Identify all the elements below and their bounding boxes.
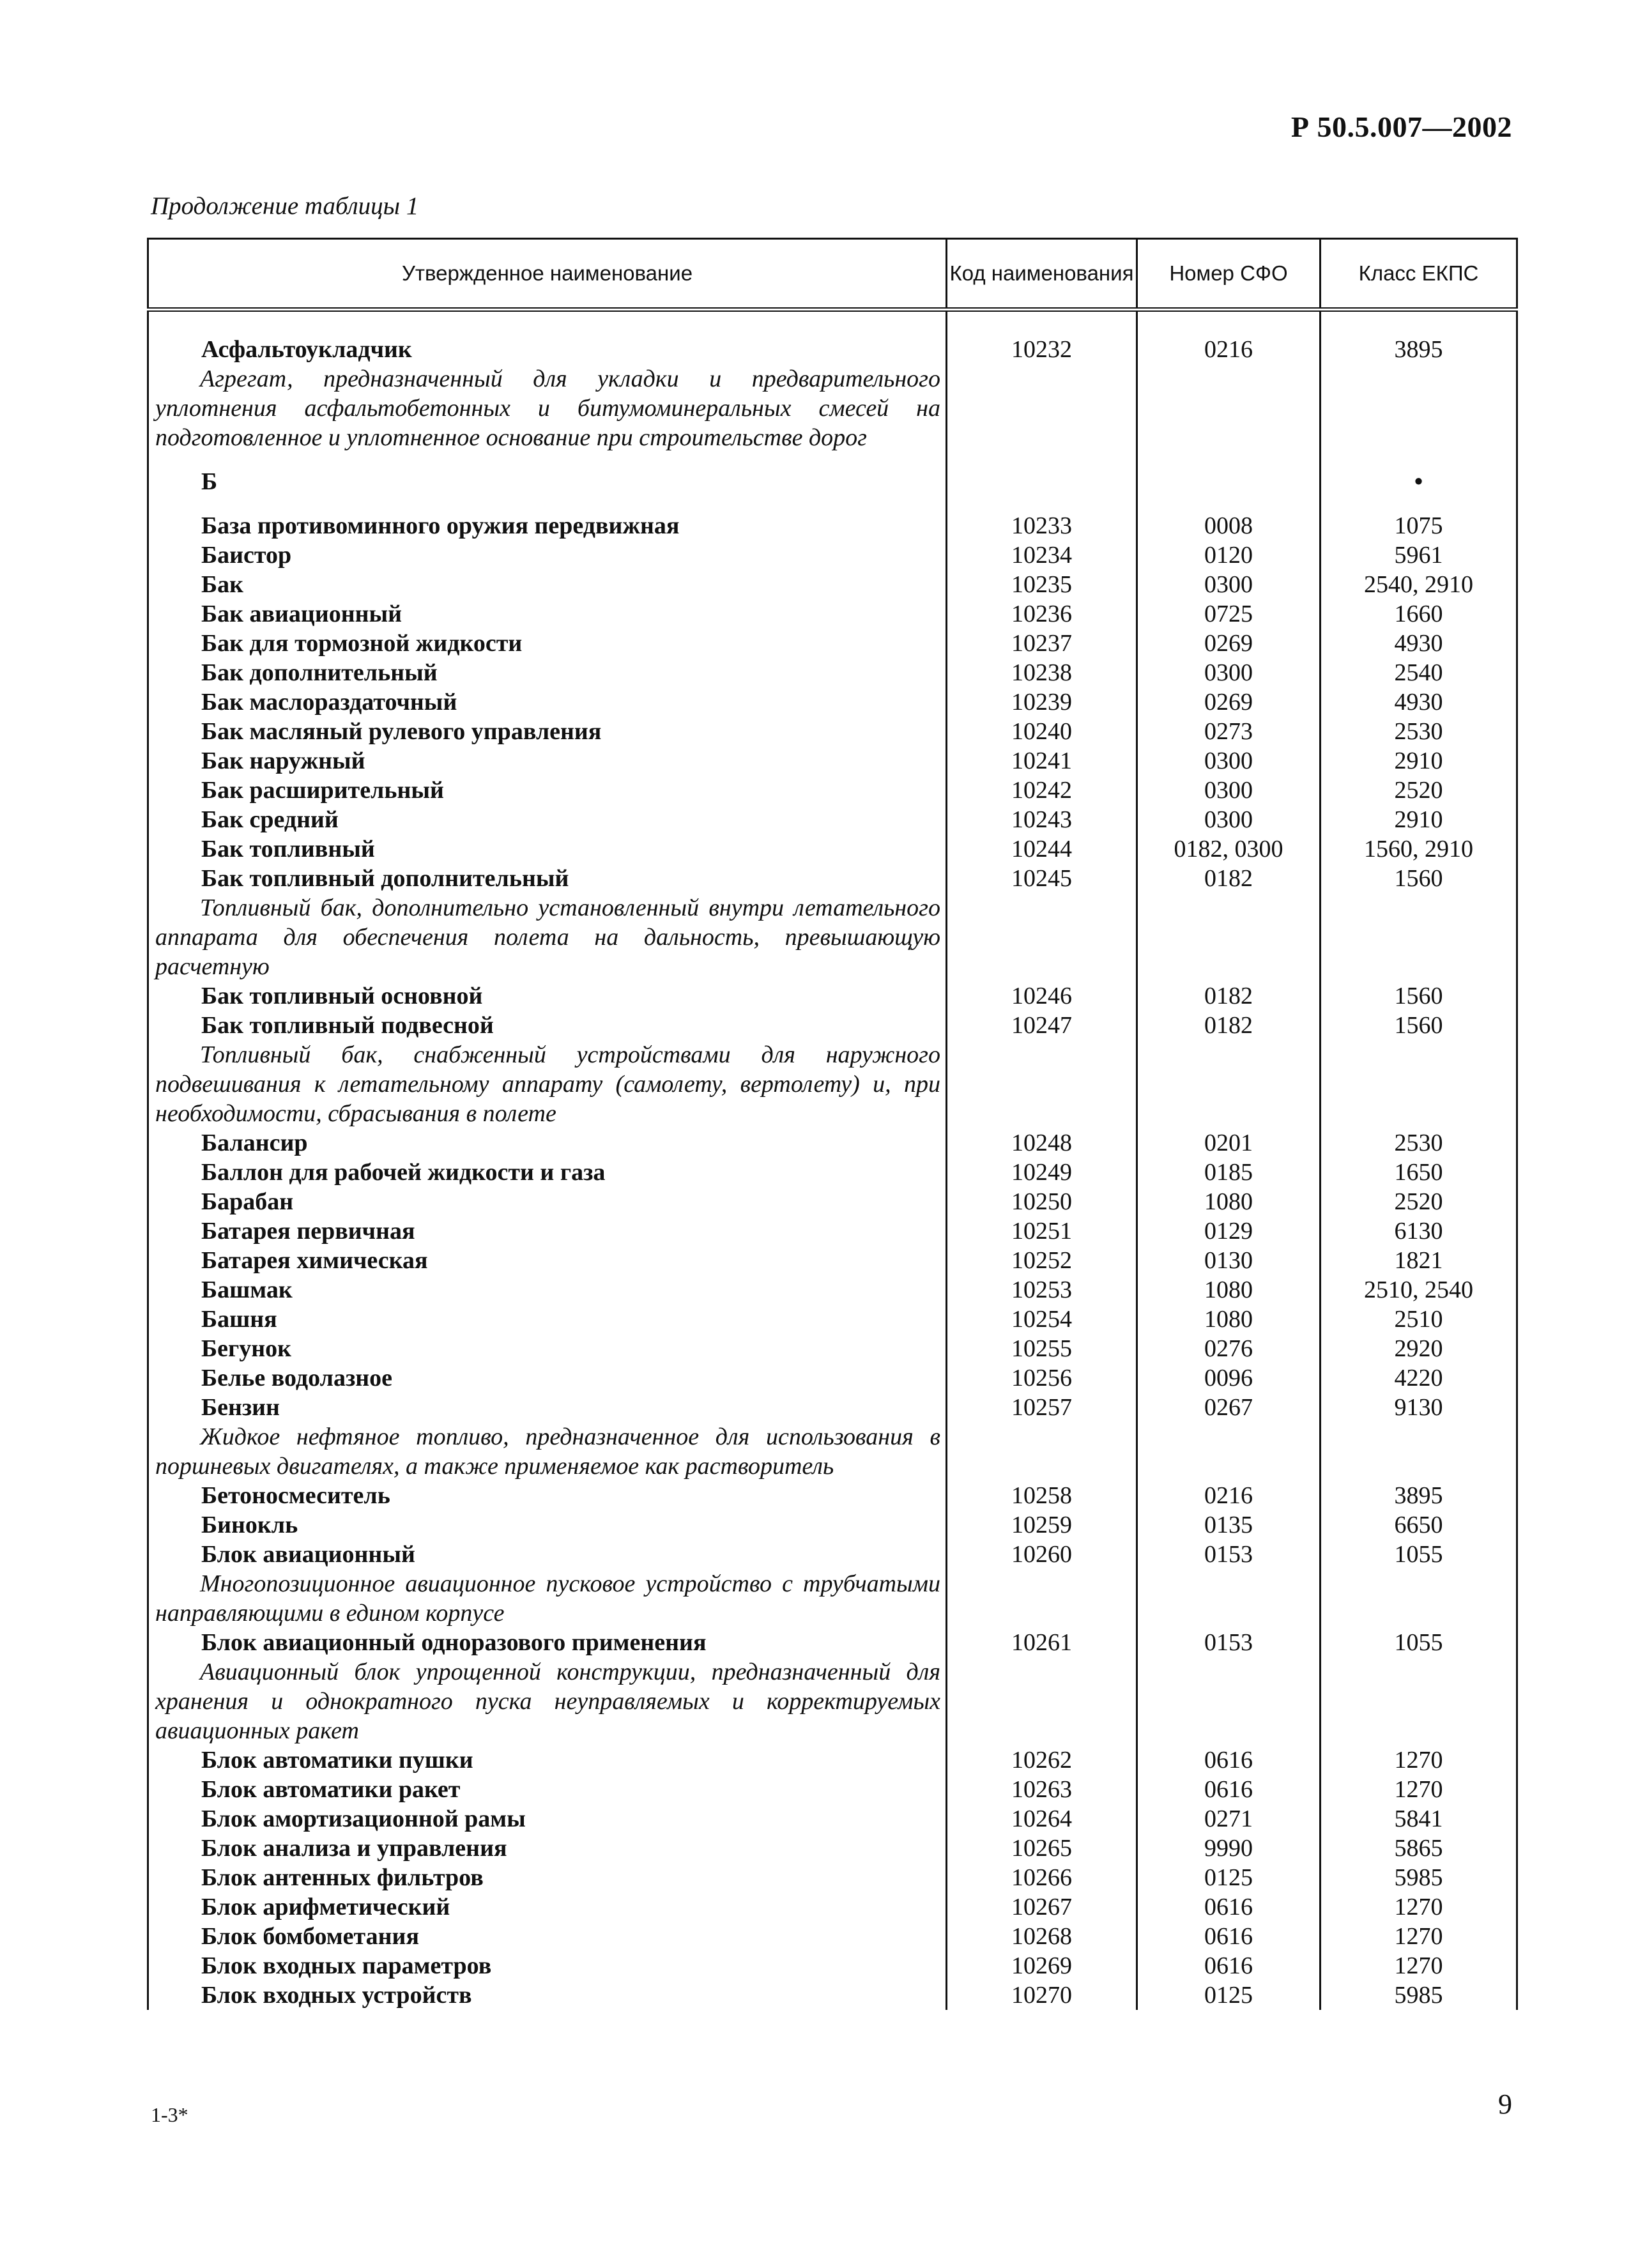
- term-ekps: 2510, 2540: [1321, 1275, 1517, 1305]
- table-row: [148, 1216, 1517, 1246]
- table-row: [148, 717, 1517, 746]
- empty-cell: [947, 1422, 1137, 1481]
- term-ekps: 2530: [1321, 717, 1517, 746]
- term-code: 10261: [947, 1628, 1137, 1657]
- term-ekps: 2530: [1321, 1128, 1517, 1158]
- term-code: 10238: [947, 658, 1137, 687]
- term-ekps: 5841: [1321, 1804, 1517, 1834]
- term-code: 10234: [947, 540, 1137, 570]
- table-row: [148, 834, 1517, 864]
- term-ekps: 3895: [1321, 335, 1517, 364]
- term-name: Блок арифметический: [148, 1892, 947, 1922]
- term-code: 10260: [947, 1540, 1137, 1569]
- term-sfo: 0130: [1137, 1246, 1321, 1275]
- term-sfo: 0185: [1137, 1158, 1321, 1187]
- table-row: [148, 1481, 1517, 1510]
- term-code: 10236: [947, 599, 1137, 629]
- header-name: Утвержденное наименование: [148, 239, 947, 310]
- term-sfo: 0135: [1137, 1510, 1321, 1540]
- term-sfo: 0276: [1137, 1334, 1321, 1363]
- term-ekps: 1270: [1321, 1775, 1517, 1804]
- term-name: Бак маслораздаточный: [148, 687, 947, 717]
- empty-cell: [947, 1657, 1137, 1745]
- term-name: Белье водолазное: [148, 1363, 947, 1393]
- term-code: 10243: [947, 805, 1137, 834]
- definition-cell: [148, 364, 947, 452]
- term-name: Бегунок: [148, 1334, 947, 1363]
- term-sfo: 0182, 0300: [1137, 834, 1321, 864]
- term-name: Блок входных устройств: [148, 1981, 947, 2010]
- term-ekps: 2540, 2910: [1321, 570, 1517, 599]
- term-ekps: 4930: [1321, 629, 1517, 658]
- table-row: [148, 1275, 1517, 1305]
- term-sfo: 0125: [1137, 1981, 1321, 2010]
- letter-section-row: [148, 452, 1517, 511]
- term-ekps: 5961: [1321, 540, 1517, 570]
- term-ekps: 4220: [1321, 1363, 1517, 1393]
- term-sfo: 0096: [1137, 1363, 1321, 1393]
- table-row: [148, 805, 1517, 834]
- table-row: [148, 746, 1517, 776]
- term-sfo: 0273: [1137, 717, 1321, 746]
- term-sfo: 1080: [1137, 1305, 1321, 1334]
- table-row: [148, 1011, 1517, 1040]
- term-code: 10270: [947, 1981, 1137, 2010]
- table-row: [148, 570, 1517, 599]
- term-name: Башня: [148, 1305, 947, 1334]
- term-code: 10269: [947, 1951, 1137, 1981]
- term-ekps: 5985: [1321, 1981, 1517, 2010]
- term-name: Бинокль: [148, 1510, 947, 1540]
- term-sfo: 0120: [1137, 540, 1321, 570]
- table-row: [148, 1863, 1517, 1892]
- term-code: 10239: [947, 687, 1137, 717]
- table-row: [148, 1363, 1517, 1393]
- term-sfo: 0129: [1137, 1216, 1321, 1246]
- table-row: [148, 1393, 1517, 1422]
- term-name: Бак топливный: [148, 834, 947, 864]
- table-row: [148, 776, 1517, 805]
- term-ekps: 1055: [1321, 1540, 1517, 1569]
- term-sfo: 0216: [1137, 335, 1321, 364]
- term-ekps: 1270: [1321, 1951, 1517, 1981]
- term-ekps: 2520: [1321, 1187, 1517, 1216]
- term-name: Баллон для рабочей жидкости и газа: [148, 1158, 947, 1187]
- term-name: Бак для тормозной жидкости: [148, 629, 947, 658]
- table-row: [148, 629, 1517, 658]
- empty-cell: [1137, 452, 1321, 511]
- definition-row: [148, 1040, 1517, 1128]
- term-code: 10262: [947, 1745, 1137, 1775]
- definition-text: Топливный бак, дополнительно установленный внутри летательного аппарата для обеспечения полета на дальность, превышающую расчетную: [155, 894, 940, 980]
- term-ekps: 2510: [1321, 1305, 1517, 1334]
- term-name: Блок бомбометания: [148, 1922, 947, 1951]
- term-sfo: 0153: [1137, 1540, 1321, 1569]
- term-sfo: 0300: [1137, 746, 1321, 776]
- empty-cell: [1137, 1569, 1321, 1628]
- term-ekps: 9130: [1321, 1393, 1517, 1422]
- definition-text: Агрегат, предназначенный для укладки и предварительного уплотнения асфальтобетонных и битумоминеральных смесей на подготовленное и уплотненное основание при строительстве дорог: [155, 365, 940, 451]
- term-name: Башмак: [148, 1275, 947, 1305]
- term-ekps: 2920: [1321, 1334, 1517, 1363]
- table-row: [148, 1951, 1517, 1981]
- term-sfo: 0182: [1137, 864, 1321, 893]
- term-sfo: 0269: [1137, 687, 1321, 717]
- table-row: [148, 1892, 1517, 1922]
- definition-row: [148, 364, 1517, 452]
- page-number: 9: [1498, 2088, 1512, 2120]
- term-code: 10254: [947, 1305, 1137, 1334]
- term-code: 10247: [947, 1011, 1137, 1040]
- definition-text: Жидкое нефтяное топливо, предназначенное для использования в поршневых двигателях, а также применяемое как растворитель: [155, 1423, 940, 1480]
- empty-cell: [1137, 1422, 1321, 1481]
- header-sfo: Номер СФО: [1137, 239, 1321, 310]
- empty-cell: [947, 1569, 1137, 1628]
- term-ekps: 1560: [1321, 981, 1517, 1011]
- term-ekps: 2910: [1321, 805, 1517, 834]
- table-row: [148, 1510, 1517, 1540]
- term-code: 10255: [947, 1334, 1137, 1363]
- term-code: 10245: [947, 864, 1137, 893]
- table-row: [148, 687, 1517, 717]
- term-ekps: 6650: [1321, 1510, 1517, 1540]
- term-name: Батарея первичная: [148, 1216, 947, 1246]
- header-ekps: Класс ЕКПС: [1321, 239, 1517, 310]
- term-code: 10266: [947, 1863, 1137, 1892]
- table-row: [148, 1804, 1517, 1834]
- table-header-row: [148, 239, 1517, 310]
- term-ekps: 1560, 2910: [1321, 834, 1517, 864]
- term-ekps: 3895: [1321, 1481, 1517, 1510]
- definition-text: Многопозиционное авиационное пусковое устройство с трубчатыми направляющими в едином корпусе: [155, 1570, 940, 1627]
- term-code: 10250: [947, 1187, 1137, 1216]
- term-code: 10242: [947, 776, 1137, 805]
- term-code: 10240: [947, 717, 1137, 746]
- term-name: Блок входных параметров: [148, 1951, 947, 1981]
- table-row: [148, 335, 1517, 364]
- definition-text: Авиационный блок упрощенной конструкции, предназначенный для хранения и однократного пуска неуправляемых и корректируемых авиационных ракет: [155, 1659, 940, 1744]
- term-name: Бак наружный: [148, 746, 947, 776]
- term-code: 10256: [947, 1363, 1137, 1393]
- term-sfo: 0216: [1137, 1481, 1321, 1510]
- term-name: Асфальтоукладчик: [148, 335, 947, 364]
- table-row: [148, 1775, 1517, 1804]
- table-spacer: [148, 310, 1517, 335]
- term-ekps: 1270: [1321, 1922, 1517, 1951]
- continuation-label: Продолжение таблицы 1: [151, 192, 419, 220]
- definition-cell: [148, 1657, 947, 1745]
- term-ekps: 2520: [1321, 776, 1517, 805]
- table-row: [148, 1158, 1517, 1187]
- table-row: [148, 658, 1517, 687]
- term-code: 10244: [947, 834, 1137, 864]
- term-code: 10248: [947, 1128, 1137, 1158]
- empty-cell: [1321, 1422, 1517, 1481]
- definition-row: [148, 1422, 1517, 1481]
- term-name: База противоминного оружия передвижная: [148, 511, 947, 540]
- term-sfo: 9990: [1137, 1834, 1321, 1863]
- definition-cell: [148, 893, 947, 981]
- term-code: 10237: [947, 629, 1137, 658]
- term-sfo: 0616: [1137, 1922, 1321, 1951]
- term-code: 10252: [947, 1246, 1137, 1275]
- term-ekps: 2910: [1321, 746, 1517, 776]
- definition-cell: [148, 1040, 947, 1128]
- term-sfo: 0616: [1137, 1951, 1321, 1981]
- term-sfo: 0300: [1137, 776, 1321, 805]
- term-sfo: 1080: [1137, 1187, 1321, 1216]
- term-code: 10264: [947, 1804, 1137, 1834]
- table-row: [148, 1628, 1517, 1657]
- term-name: Блок авиационный: [148, 1540, 947, 1569]
- table-row: [148, 1834, 1517, 1863]
- term-sfo: 0300: [1137, 658, 1321, 687]
- term-code: 10267: [947, 1892, 1137, 1922]
- term-name: Блок автоматики ракет: [148, 1775, 947, 1804]
- term-code: 10265: [947, 1834, 1137, 1863]
- definition-text: Топливный бак, снабженный устройствами для наружного подвешивания к летательному аппарату (самолету, вертолету) и, при необходимости, сбрасывания в полете: [155, 1041, 940, 1127]
- empty-cell: [1321, 1040, 1517, 1128]
- table-row: [148, 1745, 1517, 1775]
- header-code: Код наименования: [947, 239, 1137, 310]
- term-name: Бак масляный рулевого управления: [148, 717, 947, 746]
- empty-cell: [1137, 364, 1321, 452]
- term-name: Бак дополнительный: [148, 658, 947, 687]
- term-ekps: 1270: [1321, 1745, 1517, 1775]
- definition-row: [148, 1657, 1517, 1745]
- term-name: Бак авиационный: [148, 599, 947, 629]
- term-name: Бак расширительный: [148, 776, 947, 805]
- document-code: Р 50.5.007—2002: [1290, 111, 1512, 143]
- term-code: 10258: [947, 1481, 1137, 1510]
- term-code: 10253: [947, 1275, 1137, 1305]
- term-code: 10263: [947, 1775, 1137, 1804]
- term-code: 10241: [947, 746, 1137, 776]
- table-row: [148, 540, 1517, 570]
- term-sfo: 0182: [1137, 1011, 1321, 1040]
- definition-cell: [148, 1569, 947, 1628]
- term-sfo: 0616: [1137, 1745, 1321, 1775]
- term-sfo: 0182: [1137, 981, 1321, 1011]
- term-sfo: 0725: [1137, 599, 1321, 629]
- term-code: 10268: [947, 1922, 1137, 1951]
- term-ekps: 4930: [1321, 687, 1517, 717]
- term-name: Блок автоматики пушки: [148, 1745, 947, 1775]
- term-ekps: 5865: [1321, 1834, 1517, 1863]
- term-name: Бетоносмеситель: [148, 1481, 947, 1510]
- term-name: Блок антенных фильтров: [148, 1863, 947, 1892]
- table-row: [148, 599, 1517, 629]
- term-name: Бензин: [148, 1393, 947, 1422]
- term-code: 10232: [947, 335, 1137, 364]
- table-row: [148, 1305, 1517, 1334]
- term-name: Бак топливный дополнительный: [148, 864, 947, 893]
- term-sfo: 0616: [1137, 1775, 1321, 1804]
- term-name: Бак средний: [148, 805, 947, 834]
- term-name: Батарея химическая: [148, 1246, 947, 1275]
- term-sfo: 0008: [1137, 511, 1321, 540]
- empty-cell: [1137, 893, 1321, 981]
- term-sfo: 0153: [1137, 1628, 1321, 1657]
- term-name: Блок анализа и управления: [148, 1834, 947, 1863]
- term-ekps: 1650: [1321, 1158, 1517, 1187]
- term-ekps: 2540: [1321, 658, 1517, 687]
- definition-row: [148, 893, 1517, 981]
- empty-cell: [1321, 893, 1517, 981]
- term-name: Балансир: [148, 1128, 947, 1158]
- empty-cell: [947, 452, 1137, 511]
- term-code: 10251: [947, 1216, 1137, 1246]
- empty-cell: [947, 893, 1137, 981]
- term-sfo: 0267: [1137, 1393, 1321, 1422]
- table-row: [148, 511, 1517, 540]
- term-ekps: 1270: [1321, 1892, 1517, 1922]
- table-row: [148, 1981, 1517, 2010]
- definition-cell: [148, 1422, 947, 1481]
- term-code: 10257: [947, 1393, 1137, 1422]
- empty-cell: [947, 1040, 1137, 1128]
- term-sfo: 0271: [1137, 1804, 1321, 1834]
- classifier-table: [147, 238, 1518, 2010]
- table-row: [148, 864, 1517, 893]
- term-name: Барабан: [148, 1187, 947, 1216]
- empty-cell: [1137, 1657, 1321, 1745]
- table-row: [148, 981, 1517, 1011]
- term-code: 10233: [947, 511, 1137, 540]
- term-sfo: 0300: [1137, 570, 1321, 599]
- term-code: 10249: [947, 1158, 1137, 1187]
- term-ekps: 1660: [1321, 599, 1517, 629]
- term-sfo: 0616: [1137, 1892, 1321, 1922]
- table-row: [148, 1922, 1517, 1951]
- term-ekps: 1560: [1321, 864, 1517, 893]
- sheet-mark: 1-3*: [151, 2103, 188, 2126]
- term-ekps: 1821: [1321, 1246, 1517, 1275]
- term-ekps: 1560: [1321, 1011, 1517, 1040]
- term-name: Бак топливный подвесной: [148, 1011, 947, 1040]
- table-body: [148, 310, 1517, 2011]
- section-letter: Б: [148, 452, 947, 511]
- term-name: Баистор: [148, 540, 947, 570]
- table-row: [148, 1246, 1517, 1275]
- term-sfo: 0125: [1137, 1863, 1321, 1892]
- empty-cell: [1321, 1569, 1517, 1628]
- table-row: [148, 1128, 1517, 1158]
- term-ekps: 6130: [1321, 1216, 1517, 1246]
- term-sfo: 0269: [1137, 629, 1321, 658]
- term-sfo: 0201: [1137, 1128, 1321, 1158]
- table-row: [148, 1187, 1517, 1216]
- empty-cell: [1137, 1040, 1321, 1128]
- table-row: [148, 1334, 1517, 1363]
- term-code: 10259: [947, 1510, 1137, 1540]
- term-name: Бак: [148, 570, 947, 599]
- definition-row: [148, 1569, 1517, 1628]
- term-ekps: 1075: [1321, 511, 1517, 540]
- term-code: 10235: [947, 570, 1137, 599]
- table-row: [148, 1540, 1517, 1569]
- term-code: 10246: [947, 981, 1137, 1011]
- stray-mark: •: [1321, 452, 1517, 511]
- term-name: Блок авиационный одноразового применения: [148, 1628, 947, 1657]
- term-ekps: 1055: [1321, 1628, 1517, 1657]
- empty-cell: [1321, 364, 1517, 452]
- empty-cell: [947, 364, 1137, 452]
- term-name: Блок амортизационной рамы: [148, 1804, 947, 1834]
- term-sfo: 0300: [1137, 805, 1321, 834]
- term-sfo: 1080: [1137, 1275, 1321, 1305]
- term-name: Бак топливный основной: [148, 981, 947, 1011]
- empty-cell: [1321, 1657, 1517, 1745]
- term-ekps: 5985: [1321, 1863, 1517, 1892]
